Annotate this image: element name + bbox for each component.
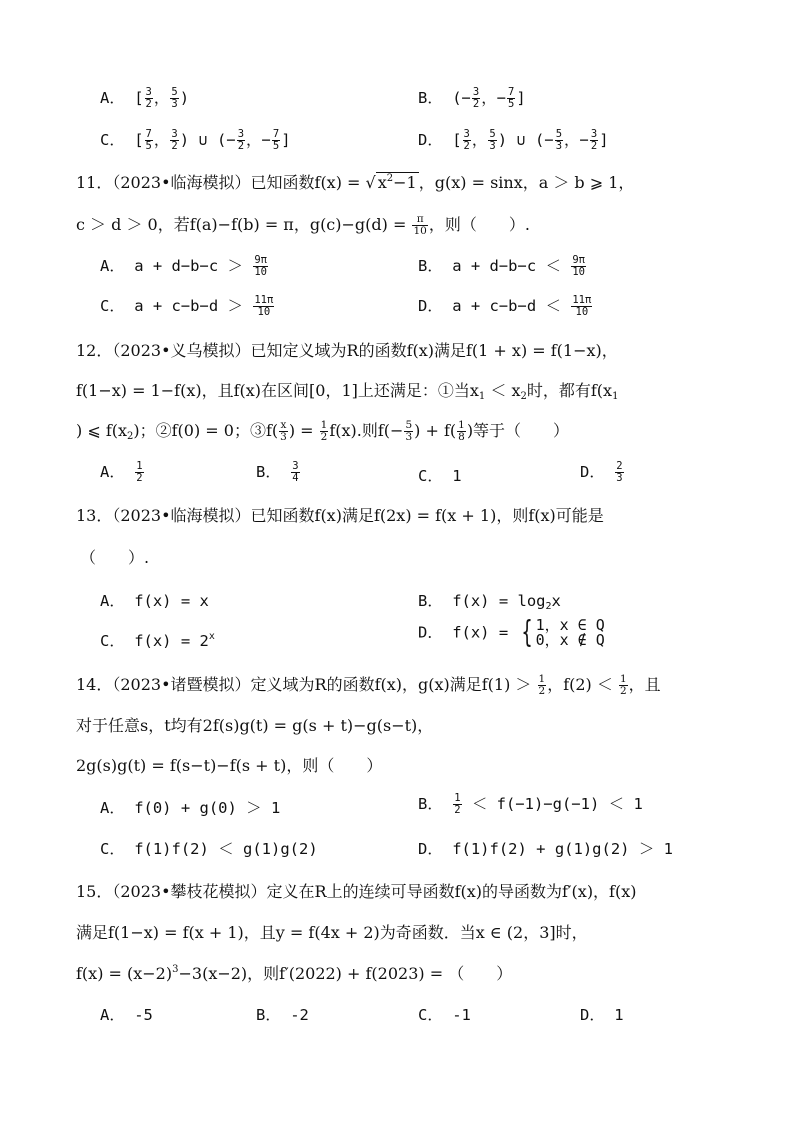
q12-stem-line2: f(1−x) = 1−f(x)，且f(x)在区间[0，1]上还满足：①当$x_1 < x_2$时，都有$f(x_1$ [76, 381, 619, 402]
fraction: $\frac{7}{5}$ [272, 128, 280, 152]
fraction: $\frac{2}{3}$ [616, 460, 623, 484]
fraction: $\frac{9\pi}{10}$ [254, 254, 267, 278]
fraction: $\frac{3}{2}$ [145, 86, 152, 110]
q10-option-c: C． [ $\frac{7}{5}$ ， $\frac{3}{2}$ ) ∪ (− $\frac{3}{2}$ ，− $\frac{7}{5}$ ] [100, 128, 291, 152]
q15-option-a: A． -5 [100, 1006, 153, 1024]
fraction: $\frac{1}{8}$ [458, 419, 465, 443]
fraction: $\frac{7}{5}$ [508, 86, 515, 110]
q14-option-d: D． f(1)f(2) + g(1)g(2) ＞ 1 [418, 840, 673, 858]
q11-stem-line1: 11．（2023•临海模拟）已知函数f(x) = √ $x^2-1$ ，g(x) = sinx，a ＞ b ⩾ 1， [76, 173, 635, 192]
q11-stem-line2: c ＞ d ＞ 0，若f(a)−f(b) = π，g(c)−g(d) = $\frac{\pi}{10}$ ，则（ ）. [76, 213, 530, 237]
fraction: $\frac{3}{2}$ [472, 86, 480, 110]
q11-option-b: B． a + d−b−c ＜ $\frac{9\pi}{10}$ [418, 254, 585, 278]
q13-option-d: D． f(x) = { 1，x ∈ Q 0，x ∉ Q [418, 615, 605, 650]
q13-stem-line2: （ ）. [80, 548, 150, 567]
fraction: $\frac{\pi}{10}$ [413, 213, 427, 237]
q14-option-a: A． f(0) + g(0) ＞ 1 [100, 799, 281, 817]
fraction: $\frac{3}{2}$ [171, 128, 178, 152]
q11-option-d: D． a + c−b−d ＜ $\frac{11\pi}{10}$ [418, 294, 592, 318]
fraction: $\frac{3}{4}$ [292, 460, 299, 484]
q12-stem-line1: 12．（2023•义乌模拟）已知定义域为R的函数f(x)满足f(1 + x) = f(1−x)， [76, 341, 618, 360]
q10-option-b: B． (− $\frac{3}{2}$ ，− $\frac{7}{5}$ ] [418, 86, 526, 110]
fraction: $\frac{1}{2}$ [619, 673, 627, 697]
fraction: $\frac{x}{3}$ [280, 419, 287, 443]
q14-option-b: B． $\frac{1}{2}$ ＜ f(−1)−g(−1) ＜ 1 [418, 792, 643, 816]
q11-option-c: C． a + c−b−d ＞ $\frac{11\pi}{10}$ [100, 294, 274, 318]
fraction: $\frac{5}{3}$ [489, 128, 496, 152]
q15-option-c: C． -1 [418, 1006, 471, 1024]
fraction: $\frac{5}{3}$ [555, 128, 563, 152]
fraction: $\frac{1}{2}$ [538, 673, 546, 697]
q15-stem-line1: 15．（2023•攀枝花模拟）定义在R上的连续可导函数f(x)的导函数为f′(x)，f(x) [76, 882, 637, 901]
q10-option-d: D． [ $\frac{3}{2}$ ， $\frac{5}{3}$ ) ∪ (− $\frac{5}{3}$ ，− $\frac{3}{2}$ ] [418, 128, 609, 152]
q11-option-a: A． a + d−b−c ＞ $\frac{9\pi}{10}$ [100, 254, 267, 278]
fraction: $\frac{3}{2}$ [237, 128, 245, 152]
fraction: $\frac{1}{2}$ [136, 460, 143, 484]
fraction: $\frac{3}{2}$ [590, 128, 598, 152]
q13-option-b: B． $f(x) = \log_2x$ [418, 592, 561, 612]
q12-option-c: C． 1 [418, 467, 462, 485]
q12-stem-line3: ) ⩽ $f(x_2)$；②f(0) = 0；③f( $\frac{x}{3}$ ) = $\frac{1}{2}$ f(x).则f(− $\frac{5}{3}$ ) + f( $\frac{1}{8}$ )等于（ ） [76, 419, 570, 443]
fraction: $\frac{5}{3}$ [405, 419, 413, 443]
fraction: $\frac{1}{2}$ [320, 419, 328, 443]
sqrt: √ $x^2-1$ [365, 173, 417, 192]
q13-option-c: C． $f(x) = 2^x$ [100, 631, 215, 650]
q14-stem-line1: 14．（2023•诸暨模拟）定义域为R的函数f(x)，g(x)满足f(1) ＞ $\frac{1}{2}$ ，f(2) ＜ $\frac{1}{2}$ ，且 [76, 673, 661, 697]
fraction: $\frac{3}{2}$ [463, 128, 470, 152]
q15-stem-line2: 满足f(1−x) = f(x + 1)，且y = f(4x + 2)为奇函数．当x ∈ (2，3]时， [76, 923, 588, 942]
fraction: $\frac{11\pi}{10}$ [572, 294, 592, 318]
q15-stem-line3: $f(x) = (x-2)^3-3(x-2)$，则f′(2022) + f(2023) = （ ） [76, 964, 513, 983]
q12-option-d: D． $\frac{2}{3}$ [580, 460, 623, 484]
q15-option-b: B． -2 [256, 1006, 309, 1024]
q10-option-a: A． [ $\frac{3}{2}$ ， $\frac{5}{3}$ ) [100, 86, 190, 110]
fraction: $\frac{9\pi}{10}$ [572, 254, 585, 278]
q12-option-a: A． $\frac{1}{2}$ [100, 460, 143, 484]
q15-option-d: D． 1 [580, 1006, 624, 1024]
fraction: $\frac{7}{5}$ [145, 128, 152, 152]
q14-stem-line3: 2g(s)g(t) = f(s−t)−f(s + t)，则（ ） [76, 756, 383, 775]
q14-stem-line2: 对于任意s，t均有2f(s)g(t) = g(s + t)−g(s−t)， [76, 716, 434, 735]
q12-option-b: B． $\frac{3}{4}$ [256, 460, 299, 484]
fraction: $\frac{1}{2}$ [454, 792, 461, 816]
q13-option-a: A． f(x) = x [100, 592, 209, 610]
piecewise-cases: 1，x ∈ Q 0，x ∉ Q [535, 616, 605, 649]
q13-stem-line1: 13．（2023•临海模拟）已知函数f(x)满足f(2x) = f(x + 1)，则f(x)可能是 [76, 506, 604, 525]
fraction: $\frac{11\pi}{10}$ [254, 294, 274, 318]
q14-option-c: C． f(1)f(2) ＜ g(1)g(2) [100, 840, 318, 858]
fraction: $\frac{5}{3}$ [171, 86, 178, 110]
